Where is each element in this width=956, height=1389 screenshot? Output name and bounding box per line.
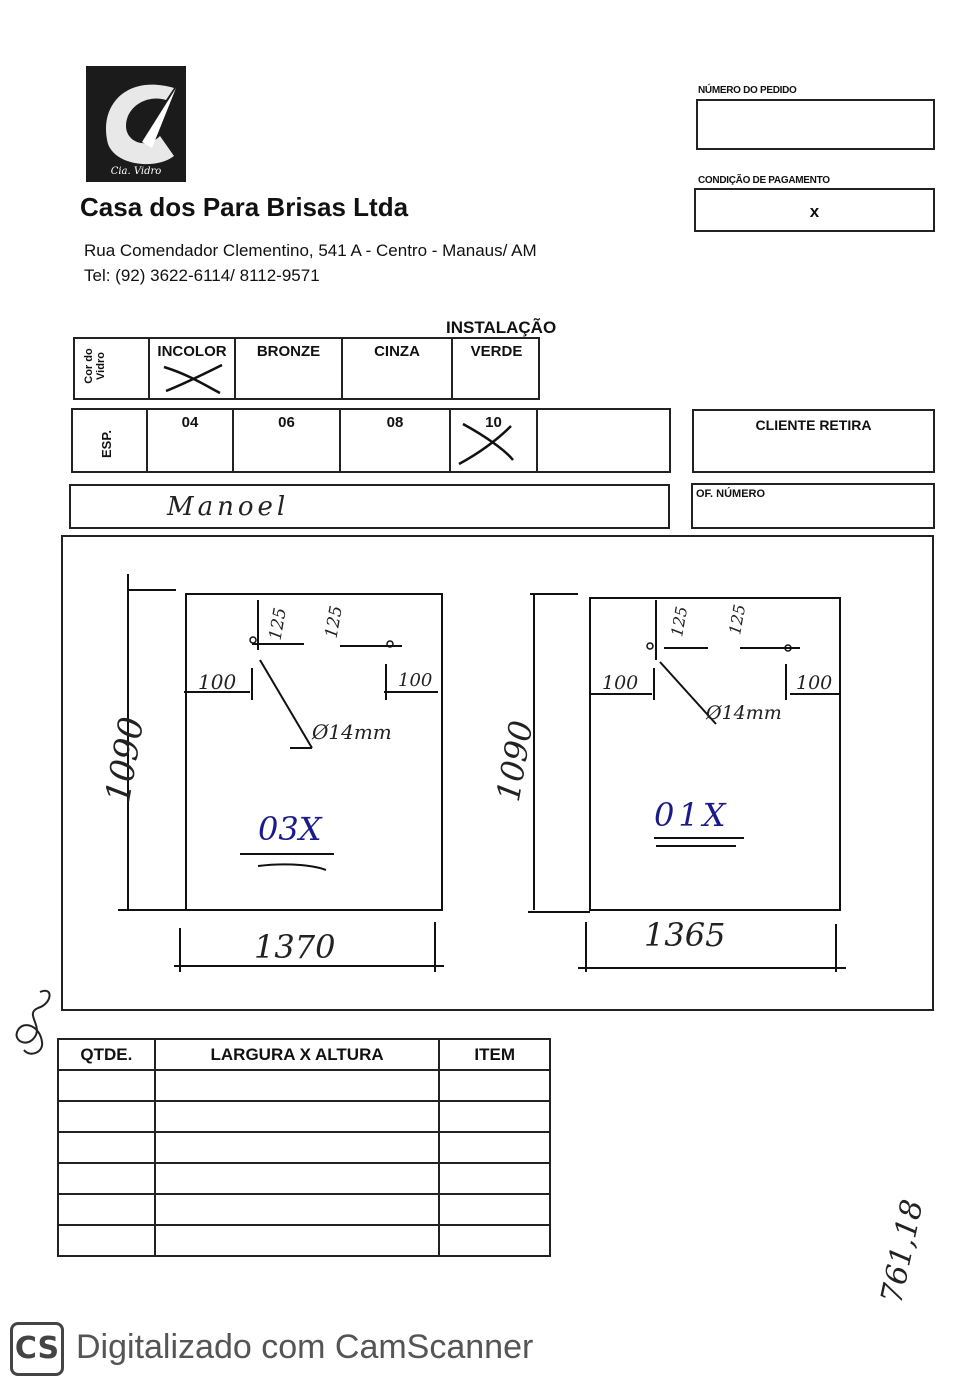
of-numero-label: OF. NÚMERO bbox=[696, 488, 766, 500]
col-item: ITEM bbox=[439, 1039, 550, 1070]
table-row[interactable] bbox=[58, 1132, 550, 1163]
drawing-1-height: 1090 bbox=[98, 713, 153, 807]
thickness-option-08[interactable]: 08 bbox=[341, 410, 451, 471]
thickness-option-10[interactable]: 10 bbox=[451, 410, 538, 471]
color-option-bronze[interactable]: BRONZE bbox=[236, 339, 343, 398]
drawing-2-offset-left: 125 bbox=[667, 604, 692, 639]
scanner-watermark: Digitalizado com CamScanner bbox=[76, 1328, 534, 1366]
color-option-incolor[interactable]: INCOLOR bbox=[150, 339, 236, 398]
signature-scribble bbox=[4, 986, 64, 1066]
drawing-1-offset-left: 125 bbox=[265, 606, 291, 642]
drawing-2-side-right: 100 bbox=[796, 672, 833, 694]
camscanner-logo-icon: CS bbox=[10, 1322, 64, 1376]
drawing-1-offset-right: 125 bbox=[321, 604, 347, 640]
cliente-retira-label: CLIENTE RETIRA bbox=[755, 417, 872, 433]
table-row[interactable] bbox=[58, 1101, 550, 1132]
drawing-1-side-right: 100 bbox=[398, 670, 433, 691]
items-table-header bbox=[58, 1039, 550, 1070]
items-table bbox=[57, 1038, 551, 1257]
installation-label: INSTALAÇÃO bbox=[446, 318, 557, 337]
table-row[interactable] bbox=[58, 1070, 550, 1101]
color-row-label: Cor do Vidro bbox=[75, 339, 150, 398]
drawing-2-hole: Ø14mm bbox=[706, 702, 782, 724]
company-phone: Tel: (92) 3622-6114/ 8112-9571 bbox=[84, 266, 320, 285]
thickness-option-04[interactable]: 04 bbox=[148, 410, 234, 471]
drawing-2-offset-right: 125 bbox=[725, 602, 750, 637]
drawing-1-width: 1370 bbox=[254, 928, 336, 966]
color-option-cinza[interactable]: CINZA bbox=[343, 339, 453, 398]
col-largura-altura: LARGURA X ALTURA bbox=[155, 1039, 440, 1070]
order-number-label: NÚMERO DO PEDIDO bbox=[698, 85, 797, 96]
color-option-verde[interactable]: VERDE bbox=[470, 343, 523, 360]
drawing-1-side-left: 100 bbox=[198, 670, 237, 694]
table-row[interactable] bbox=[58, 1225, 550, 1256]
drawing-2-quantity: 01X bbox=[654, 796, 730, 834]
col-qtde: QTDE. bbox=[58, 1039, 155, 1070]
customer-name-handwritten: Manoel bbox=[167, 492, 290, 522]
drawing-1-hole: Ø14mm bbox=[312, 720, 392, 744]
drawing-1-quantity: 03X bbox=[258, 810, 322, 848]
drawing-2-width: 1365 bbox=[644, 916, 726, 954]
thickness-row-label: ESP. bbox=[73, 410, 148, 471]
drawing-2-height: 1090 bbox=[488, 717, 541, 805]
company-address: Rua Comendador Clementino, 541 A - Centro - Manaus/ AM bbox=[84, 241, 537, 260]
payment-condition-label: CONDIÇÃO DE PAGAMENTO bbox=[698, 175, 830, 186]
company-name: Casa dos Para Brisas Ltda bbox=[80, 192, 409, 222]
table-row[interactable] bbox=[58, 1194, 550, 1225]
drawing-2-side-left: 100 bbox=[602, 672, 639, 694]
thickness-option-06[interactable]: 06 bbox=[234, 410, 341, 471]
table-row[interactable] bbox=[58, 1163, 550, 1194]
side-note-handwritten: 761,18 bbox=[874, 1196, 931, 1307]
logo-caption: Cia. Vidro bbox=[110, 166, 162, 177]
payment-condition-value: x bbox=[809, 202, 820, 221]
